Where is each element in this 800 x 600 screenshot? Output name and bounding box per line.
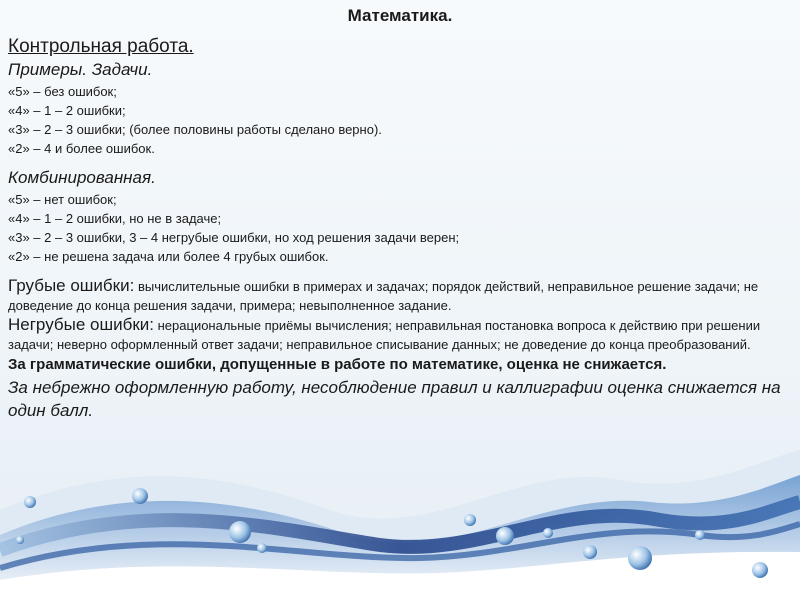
grade-line: «3» – 2 – 3 ошибки; (более половины работы сделано верно). [8,122,382,137]
slide-title: Математика. [347,6,453,25]
minor-errors-text: нерациональные приёмы вычисления; неправильная постановка вопроса к действию при решении задачи; неверно оформленный ответ задачи; неправильное списывание данных; не доведение до конца преобразований. [8,318,761,352]
grade-line: «2» – не решена задача или более 4 грубых ошибок. [8,249,329,264]
minor-errors-lead: Негрубые ошибки: [8,315,155,334]
section2-subheading: Комбинированная. [8,168,156,187]
gross-errors-lead: Грубые ошибки: [8,276,135,295]
grammar-note: За грамматические ошибки, допущенные в работе по математике, оценка не снижается. [8,356,667,373]
grade-line: «5» – нет ошибок; [8,192,117,207]
grade-line: «4» – 1 – 2 ошибки; [8,103,126,118]
section1-heading: Контрольная работа. [8,36,194,57]
grade-line: «4» – 1 – 2 ошибки, но не в задаче; [8,211,222,226]
gross-errors-text: вычислительные ошибки в примерах и задачах; порядок действий, неправильное решение задачи; не доведение до конца решения задачи, примера; невыполненное задание. [8,279,759,313]
brand-watermark: fppt.com [738,579,788,594]
grade-line: «2» – 4 и более ошибок. [8,141,155,156]
slide-content [8,6,792,422]
gross-errors-paragraph [8,276,792,315]
grade-line: «5» – без ошибок; [8,84,117,99]
minor-errors-paragraph [8,315,792,354]
section1-subheading: Примеры. Задачи. [8,60,153,79]
neatness-note: За небрежно оформленную работу, несоблюдение правил и каллиграфии оценка снижается на один балл. [8,378,781,420]
decorative-waves [0,440,800,600]
grade-line: «3» – 2 – 3 ошибки, 3 – 4 негрубые ошибки, но ход решения задачи верен; [8,230,460,245]
